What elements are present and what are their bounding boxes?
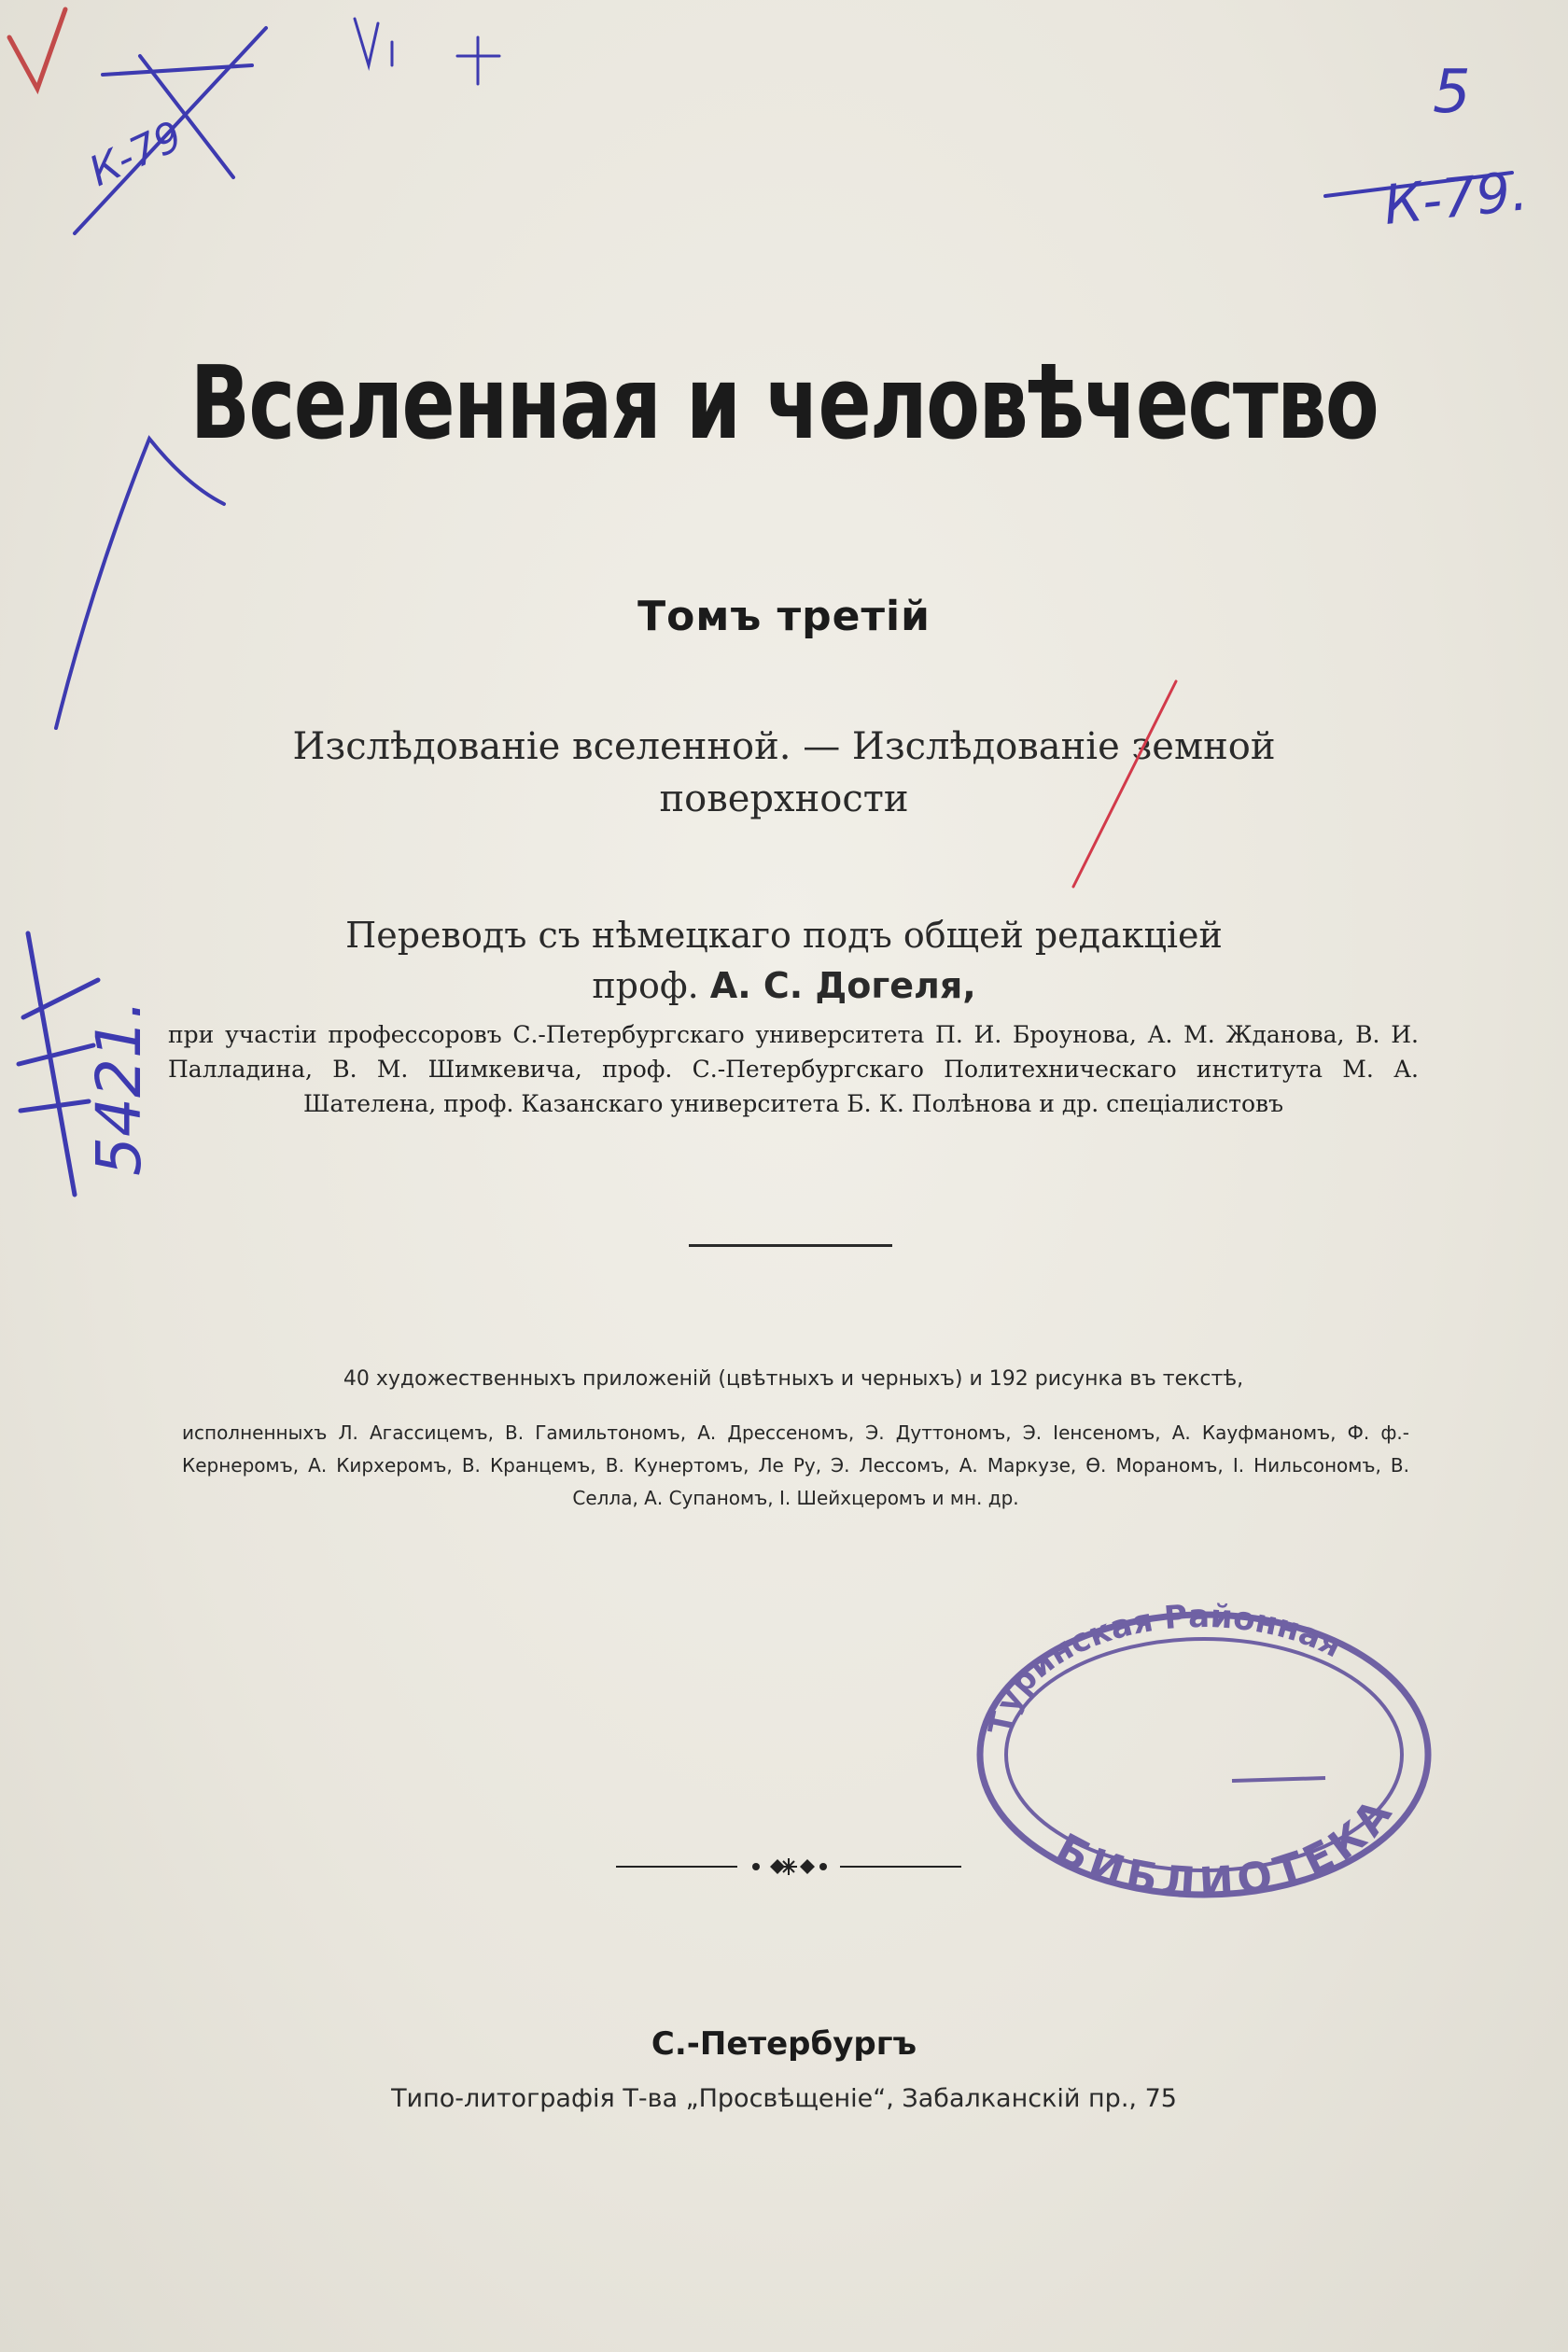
subtitle-line-2: поверхности — [659, 777, 909, 820]
translation-line-1: Переводъ съ нѣмецкаго подъ общей редакціей — [345, 915, 1223, 956]
subtitle-line-1: Изслѣдованіе вселенной. — Изслѣдованіе земной — [292, 725, 1276, 768]
divider-rule — [689, 1244, 892, 1247]
translation-prefix: проф. — [592, 965, 699, 1006]
ornament-divider — [616, 1853, 961, 1881]
translation-credit — [0, 910, 1568, 1011]
stamp-bottom-text: БИБЛИОТЕКА — [1048, 1786, 1405, 1908]
artists-paragraph: исполненныхъ Л. Агассицемъ, В. Гамильтономъ, А. Дрессеномъ, Э. Дуттономъ, Э. Іенсеномъ, А. Кауфманомъ, Ф. ф.-Кернеромъ, А. Кирхеромъ, В. Кранцемъ, В. Кунертомъ, Ле Ру, Э. Лессомъ, А. Маркузе, Ѳ. Мораномъ, І. Нильсономъ, В. Селла, А. Супаномъ, І. Шейхцеромъ и мн. др. — [182, 1421, 1409, 1509]
editor-name: А. С. Догеля, — [709, 965, 976, 1006]
publication-city: С.-Петербургъ — [651, 2025, 917, 2063]
translation-line-2 — [0, 960, 1568, 1011]
handwritten-code-top-left: К-79 — [82, 112, 190, 196]
contributors-paragraph: при участіи профессоровъ С.-Петербургскаго университета П. И. Броунова, А. М. Жданова, В. И. Палладина, В. М. Шимкевича, проф. С.-Петербургскаго Политехническаго института М. А. Шателена, проф. Казанскаго университета Б. К. Полѣнова и др. спеціалистовъ — [168, 1021, 1419, 1117]
subtitle — [0, 721, 1568, 825]
svg-text:БИБЛИОТЕКА — [1048, 1786, 1405, 1907]
handwritten-number-top-right: 5 — [1433, 58, 1471, 127]
library-stamp — [980, 1598, 1428, 1907]
illustrations-note: 40 художественныхъ приложеній (цвѣтныхъ и черныхъ) и 192 рисунка въ текстѣ, — [343, 1367, 1244, 1391]
handwritten-number-left-margin: 5421. — [83, 1000, 155, 1176]
volume-label: Томъ третій — [637, 593, 931, 640]
book-title: Вселенная и человѣчество — [189, 345, 1379, 462]
printer-line: Типо-литографія Т-ва „Просвѣщеніе“, Забалканскій пр., 75 — [391, 2084, 1177, 2113]
handwritten-code-top-right: К-79. — [1380, 159, 1531, 237]
stamp-top-text: Туринская Районная — [981, 1598, 1348, 1738]
svg-text:Туринская Районная — [982, 1598, 1348, 1738]
